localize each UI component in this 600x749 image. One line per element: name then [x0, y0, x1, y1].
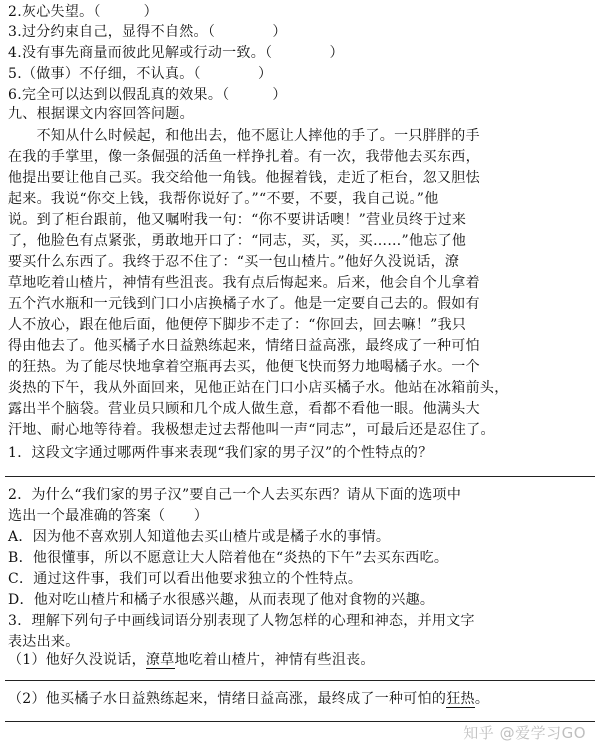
- question-3-sub-1: [8, 650, 592, 670]
- passage-line: 他提出要让他自己买。我交给他一角钱。他握着钱，走近了柜台，忽又胆怯: [8, 170, 480, 186]
- sentence-text: 。: [474, 691, 490, 707]
- passage-line: 了，他脸色有点紧张，勇敢地开口了：“同志，买，买，买……”他忘了他: [8, 233, 467, 249]
- passage-line: 炎热的下午，我从外面回来，见他正站在门口小店买橘子水。他站在冰箱前头，: [8, 380, 509, 396]
- passage-line: 起来。我说“你交上钱，我帮你说好了。”“不要，不要，我自己说。”他: [8, 191, 439, 207]
- answer-line: [5, 476, 595, 477]
- underlined-word: 狂热: [446, 691, 475, 707]
- question-item-4: 4.没有事先商量而彼此见解或行动一致。（ ）: [8, 45, 344, 61]
- passage-line: 露出半个脑袋。营业员只顾和几个成人做生意，看都不看他一眼。他满头大: [8, 401, 480, 417]
- question-item-3: 3.过分约束自己，显得不自然。（ ）: [8, 24, 287, 40]
- question-item-5: 5.（做事）不仔细，不认真。（ ）: [8, 66, 273, 82]
- question-3-line: 3．理解下列句子中画线词语分别表现了人物怎样的心理和神态，并用文字: [8, 613, 475, 629]
- passage-line: 五个汽水瓶和一元钱到门口小店换橘子水了。他是一定要自己去的。假如有: [8, 296, 480, 312]
- passage-line: 要买什么东西了。我终于忍不住了：“买一包山楂片。”他好久没说话，潦: [8, 254, 460, 270]
- option-d: D．他对吃山楂片和橘子水很感兴趣，从而表现了他对食物的兴趣。: [8, 592, 435, 608]
- sentence-text: （2）他买橘子水日益熟练起来，情绪日益高涨，最终成了一种可怕的: [8, 691, 447, 707]
- question-3-sub-2: [8, 689, 592, 709]
- passage-line: 汗地、耐心地等待着。我极想走过去帮他叫一声“同志”，可最后还是忍住了。: [8, 422, 495, 438]
- passage-line: 得由他去了。他买橘子水日益熟练起来，情绪日益高涨，最终成了一种可怕: [8, 338, 480, 354]
- question-item-2: 2.灰心失望。（ ）: [8, 4, 158, 20]
- question-2-line: 选出一个最准确的答案（ ）: [8, 508, 209, 524]
- question-3-line: 表达出来。: [8, 634, 80, 650]
- question-2-line: 2．为什么“我们家的男子汉”要自己一个人去买东西？请从下面的选项中: [8, 487, 462, 503]
- section-title: 九、根据课文内容回答问题。: [8, 106, 194, 122]
- option-a: A．因为他不喜欢别人知道他去买山楂片或是橘子水的事情。: [8, 529, 391, 545]
- option-b: B．他很懂事，所以不愿意让大人陪着他在“炎热的下午”去买东西吃。: [8, 550, 449, 566]
- passage-line: 的狂热。为了能尽快地拿着空瓶再去买，他便飞快而努力地喝橘子水。一个: [8, 359, 480, 375]
- sentence-text: 地吃着山楂片，神情有些沮丧。: [174, 652, 375, 668]
- passage-line: 人不放心，跟在他后面，他便停下脚步不走了：“你回去，回去嘛！”我只: [8, 317, 467, 333]
- question-item-6: 6.完全可以达到以假乱真的效果。（ ）: [8, 87, 287, 103]
- passage-line: 说。到了柜台跟前，他又嘱咐我一句：“你不要讲话噢！”营业员终于过来: [8, 212, 467, 228]
- answer-line: [5, 680, 595, 681]
- question-1: 1．这段文字通过哪两件事来表现“我们家的男子汉”的个性特点的？: [8, 445, 433, 461]
- passage-line: 不知从什么时候起，和他出去，他不愿让人摔他的手了。一只胖胖的手: [8, 128, 480, 144]
- sentence-text: （1）他好久没说话，: [8, 652, 146, 668]
- passage-line: 在我的手掌里，像一条倔强的活鱼一样挣扎着。有一次，我带他去买东西，: [8, 149, 480, 165]
- option-c: C．通过这件事，我们可以看出他要求独立的个性特点。: [8, 571, 363, 587]
- underlined-word: 潦草: [145, 652, 175, 668]
- watermark-text: 知乎 @爱学习GO: [463, 724, 586, 742]
- passage-line: 草地吃着山楂片，神情有些沮丧。我有点后悔起来。后来，他会自个儿拿着: [8, 275, 480, 291]
